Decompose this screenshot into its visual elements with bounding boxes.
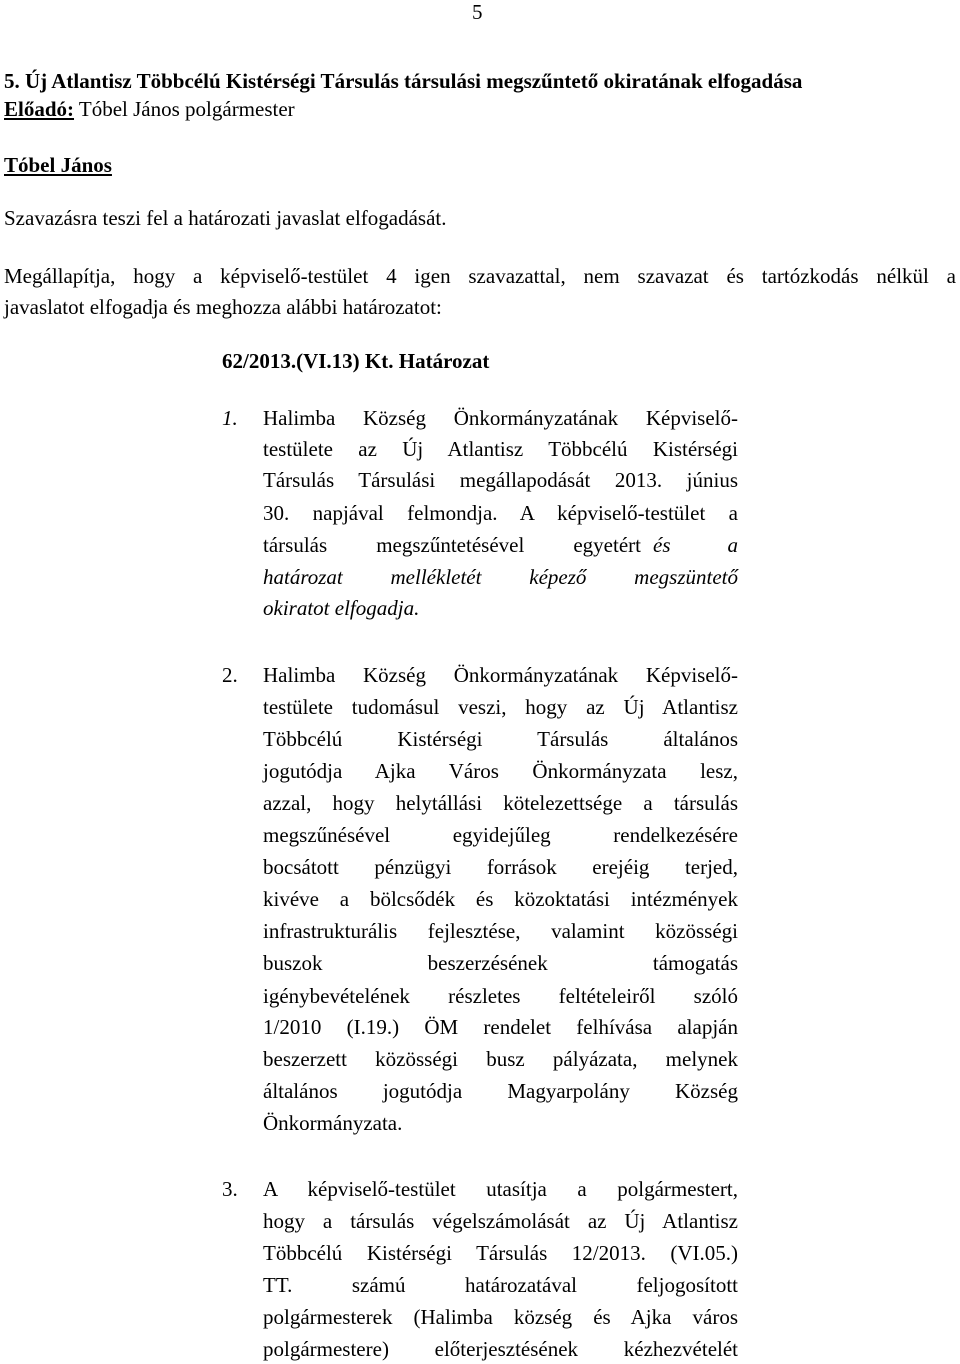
item-line: okiratot elfogadja.: [263, 596, 420, 620]
item-line: 30. napjával felmondja. A képviselő-testület a: [263, 501, 738, 525]
item-line-part: társulás megszűntetésével egyetért: [263, 533, 641, 557]
item-line: 1/2010 (I.19.) ÖM rendelet felhívása alapján: [263, 1015, 738, 1039]
item-line: polgármesterek (Halimba község és Ajka város: [263, 1305, 738, 1329]
item-line: hogy a társulás végelszámolását az Új Atlantisz: [263, 1209, 738, 1233]
item-line: általános jogutódja Magyarpolány Község: [263, 1079, 738, 1103]
result-line-2: javaslatot elfogadja és meghozza alábbi határozatot:: [4, 295, 442, 319]
item-number: 3.: [222, 1177, 238, 1201]
item-line: azzal, hogy helytállási kötelezettsége a társulás: [263, 791, 738, 815]
item-line: megszűnésével egyidejűleg rendelkezésére: [263, 823, 738, 847]
presenter-name: Tóbel János polgármester: [74, 97, 295, 121]
item-number: 2.: [222, 663, 238, 687]
item-line: Többcélú Kistérségi Társulás 12/2013. (VI.05.): [263, 1241, 738, 1265]
resolution-title: 62/2013.(VI.13) Kt. Határozat: [222, 349, 490, 373]
item-line: polgármestere) előterjesztésének kézhezvételét: [263, 1337, 738, 1361]
item-line: igénybevételének részletes feltételeiről szóló: [263, 984, 738, 1008]
agenda-title: 5. Új Atlantisz Többcélú Kistérségi Társulás társulási megszűntető okiratának elfogadása: [4, 69, 803, 93]
item-line: jogutódja Ajka Város Önkormányzata lesz,: [263, 759, 738, 783]
presenter-label: Előadó:: [4, 97, 75, 121]
item-line: buszok beszerzésének támogatás: [263, 951, 738, 975]
page-number: 5: [472, 0, 483, 24]
item-line: beszerzett közösségi busz pályázata, melynek: [263, 1047, 738, 1071]
item-number: 1.: [222, 406, 238, 430]
item-line: kivéve a bölcsődék és közoktatási intézmények: [263, 887, 738, 911]
item-line: TT. számú határozatával feljogosított: [263, 1273, 738, 1297]
presenter-line: [4, 99, 295, 120]
item-line: Önkormányzata.: [263, 1111, 403, 1135]
item-line: infrastrukturális fejlesztése, valamint közösségi: [263, 919, 738, 943]
item-line: határozat mellékletét képező megszüntető: [263, 565, 738, 589]
item-line: A képviselő-testület utasítja a polgármestert,: [263, 1177, 738, 1201]
speaker-name: Tóbel János: [4, 153, 112, 177]
item-line: Társulás Társulási megállapodását 2013. június: [263, 468, 738, 492]
item-line: testülete az Új Atlantisz Többcélú Kistérségi: [263, 437, 738, 461]
result-line-1: Megállapítja, hogy a képviselő-testület 4 igen szavazattal, nem szavazat és tartózkodás nélkül a: [4, 264, 956, 288]
item-line-part-italic: és a: [653, 533, 738, 557]
item-line: Halimba Község Önkormányzatának Képviselő-: [263, 406, 738, 430]
item-line: testülete tudomásul veszi, hogy az Új Atlantisz: [263, 695, 738, 719]
vote-call: Szavazásra teszi fel a határozati javaslat elfogadását.: [4, 206, 447, 230]
item-line: Halimba Község Önkormányzatának Képviselő-: [263, 663, 738, 687]
item-line: bocsátott pénzügyi források erejéig terjed,: [263, 855, 738, 879]
item-line: Többcélú Kistérségi Társulás általános: [263, 727, 738, 751]
